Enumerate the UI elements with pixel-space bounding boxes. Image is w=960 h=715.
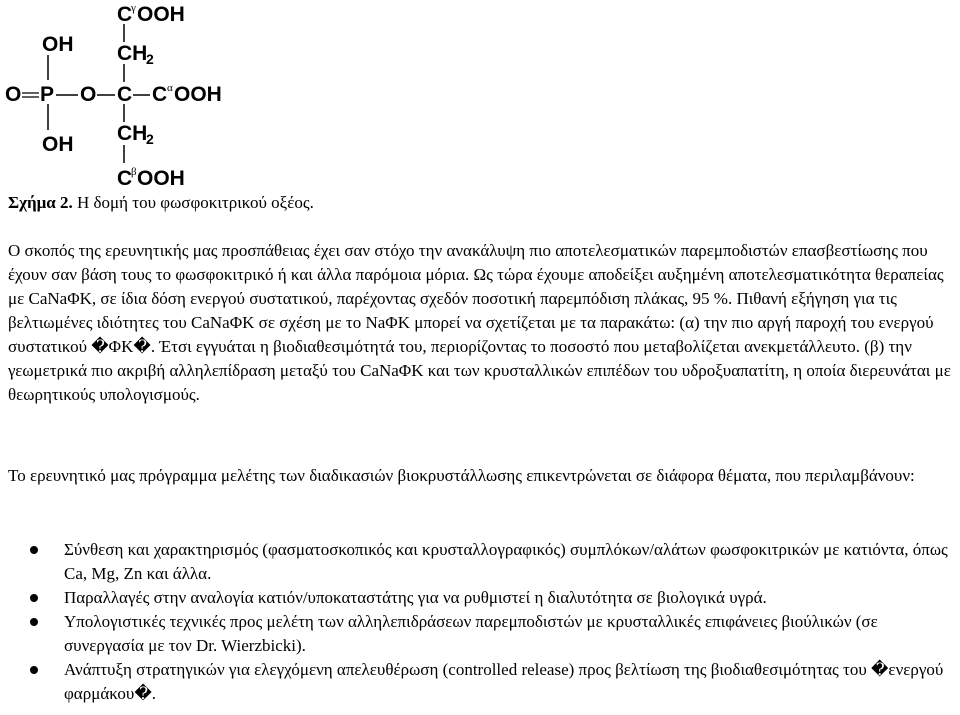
upper-ch2-subscript: 2 [146, 51, 154, 67]
oh-top: OH [42, 33, 74, 56]
list-item-text: Υπολογιστικές τεχνικές προς μελέτη των αλληλεπιδράσεων παρεμποδιστών με κρυσταλλικές επιφάνειες βιούλικών (σε συνεργασία με τον Dr. Wierzbicki). [64, 612, 878, 655]
upper-ch2: CH [117, 42, 148, 65]
paragraph-program-intro: Το ερευνητικό μας πρόγραμμα μελέτης των διαδικασιών βιοκρυστάλλωσης επικεντρώνεται σε διάφορα θέματα, που περιλαμβάνουν: [8, 466, 915, 485]
alpha-carbon: C [152, 83, 168, 106]
list-item-text: Παραλλαγές στην αναλογία κατιόν/υποκαταστάτης για να ρυθμιστεί η διαλυτότητα σε βιολογικά υγρά. [64, 588, 767, 607]
phosphorus: P [40, 83, 55, 106]
list-item-text: Ανάπτυξη στρατηγικών για ελεγχόμενη απελευθέρωση (controlled release) προς βελτίωση της βιοδιαθεσιμότητας του �ενεργού φαρμάκου�. [64, 660, 944, 703]
gamma-carbon: C [117, 3, 133, 26]
figure-caption-label: Σχήμα 2. [8, 193, 73, 212]
bullet-icon [30, 594, 38, 602]
lower-ch2-subscript: 2 [146, 131, 154, 147]
bullet-icon [30, 666, 38, 674]
beta-carbon: C [117, 167, 133, 190]
figure-caption-text: Η δομή του φωσφοκιτρικού οξέος. [72, 193, 314, 212]
paragraph-research-aim: Ο σκοπός της ερευνητικής μας προσπάθειας έχει σαν στόχο την ανακάλυψη πιο αποτελεσματικών παρεμποδιστών επασβεστίωσης που έχουν σαν βάση τους το φωσφοκιτρικό ή και άλλα παρόμοια μόρια. Ως τώρα έχουμε αποδείξει αυξημένη αποτελεσματικότητα θεραπείας με CaNaΦΚ, σε ίδια δόση ενεργού συστατικού, παρέχοντας σχεδόν ποσοτική παρεμπόδιση πλάκας, 95 %. Πιθανή εξήγηση για τις βελτιωμένες ιδιότητες του CaNaΦΚ σε σχέση με το NaΦΚ μπορεί να σχετίζεται με τα παρακάτω: (α) την πιο αργή παροχή του ενεργού συστατικού �ΦΚ�. Έτσι εγγυάται η βιοδιαθεσιμότητά του, περιορίζοντας το ποσοστό που μεταβολίζεται ανεκμετάλλευτο. (β) την γεωμετρικά πιο ακριβή αλληλεπίδραση μεταξύ του CaNaΦΚ και των κρυσταλλικών επιπέδων του υδροξυαπατίτη, η οποία διερευνάται με θεωρητικούς υπολογισμούς. [8, 241, 951, 404]
beta-label: β [131, 166, 137, 178]
list-item-text: Σύνθεση και χαρακτηρισμός (φασματοσκοπικός και κρυσταλλογραφικός) συμπλόκων/αλάτων φωσφοκιτρικών με κατιόντα, όπως Ca, Mg, Zn και άλλα. [64, 540, 948, 583]
list-item [0, 586, 960, 610]
list-item [0, 658, 960, 706]
list-item [0, 610, 960, 658]
bridge-oxygen: O [80, 83, 97, 106]
list-item [0, 538, 960, 586]
oh-bottom: OH [42, 133, 74, 156]
beta-carboxyl-suffix: OOH [137, 167, 185, 190]
alpha-carboxyl-suffix: OOH [174, 83, 222, 106]
phosphocitric-acid-structure [0, 0, 260, 195]
gamma-label: γ [131, 2, 136, 14]
double-bonded-oxygen: O [5, 83, 22, 106]
gamma-carboxyl-suffix: OOH [137, 3, 185, 26]
central-carbon: C [117, 83, 133, 106]
alpha-label: α [167, 82, 173, 94]
bullet-icon [30, 546, 38, 554]
lower-ch2: CH [117, 122, 148, 145]
bullet-icon [30, 618, 38, 626]
figure-caption [8, 191, 314, 215]
research-topics-list [0, 538, 960, 706]
